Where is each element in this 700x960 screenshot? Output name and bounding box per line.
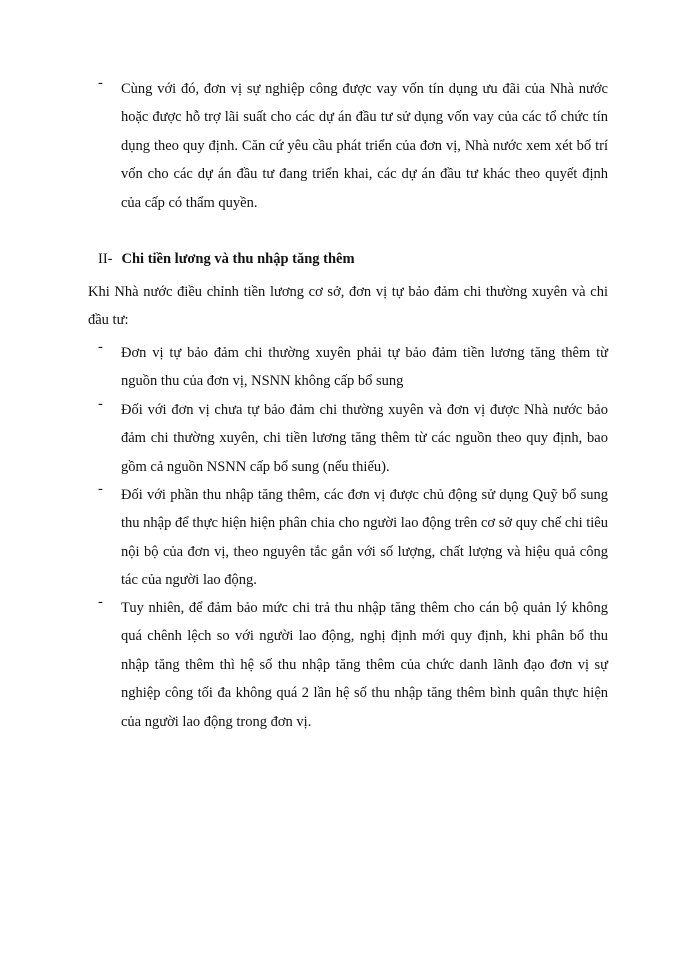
bullet-dash: - (98, 75, 103, 91)
section-title: Chi tiền lương và thu nhập tăng thêm (121, 251, 355, 267)
paragraph: Cùng với đó, đơn vị sự nghiệp công được vay vốn tín dụng ưu đãi của Nhà nước hoặc được hỗ trợ lãi suất cho các dự án đầu tư sử dụng vốn vay của các tổ chức tín dụng theo quy định. Căn cứ yêu cầu phát triển của đơn vị, Nhà nước xem xét bố trí vốn cho các dự án đầu tư đang triển khai, các dự án đầu tư khác theo quyết định của cấp có thẩm quyền. (121, 81, 608, 211)
paragraph: Đơn vị tự bảo đảm chi thường xuyên phải tự bảo đảm tiền lương tăng thêm từ nguồn thu của đơn vị, NSNN không cấp bổ sung (121, 345, 608, 390)
bullet-dash: - (98, 481, 103, 497)
section-heading (98, 249, 355, 269)
paragraph: Đối với đơn vị chưa tự bảo đảm chi thường xuyên và đơn vị được Nhà nước bảo đảm chi thường xuyên, chi tiền lương tăng thêm từ các nguồn theo quy định, bao gồm cả nguồn NSNN cấp bổ sung (nếu thiếu). (121, 402, 608, 475)
paragraph: Đối với phần thu nhập tăng thêm, các đơn vị được chủ động sử dụng Quỹ bổ sung thu nhập để thực hiện hiện phân chia cho người lao động trên cơ sở quy chế chi tiêu nội bộ của đơn vị, theo nguyên tắc gắn với số lượng, chất lượng và hiệu quả công tác của người lao động. (121, 487, 608, 589)
bullet-dash: - (98, 396, 103, 412)
list-item (98, 339, 608, 396)
section-intro: Khi Nhà nước điều chỉnh tiền lương cơ sở, đơn vị tự bảo đảm chi thường xuyên và chi đầu tư: (88, 284, 608, 329)
list-item (98, 396, 608, 481)
list-item (98, 594, 608, 736)
section-number: II- (98, 251, 113, 267)
bullet-dash: - (98, 339, 103, 355)
list-item (98, 75, 608, 217)
paragraph: Tuy nhiên, để đảm bảo mức chi trả thu nhập tăng thêm cho cán bộ quản lý không quá chênh lệch so với người lao động, nghị định mới quy định, khi phân bổ thu nhập tăng thêm thì hệ số thu nhập tăng thêm của chức danh lãnh đạo đơn vị sự nghiệp công tối đa không quá 2 lần hệ số thu nhập tăng thêm bình quân thực hiện của người lao động trong đơn vị. (121, 600, 608, 730)
bullet-dash: - (98, 594, 103, 610)
list-item (98, 481, 608, 595)
